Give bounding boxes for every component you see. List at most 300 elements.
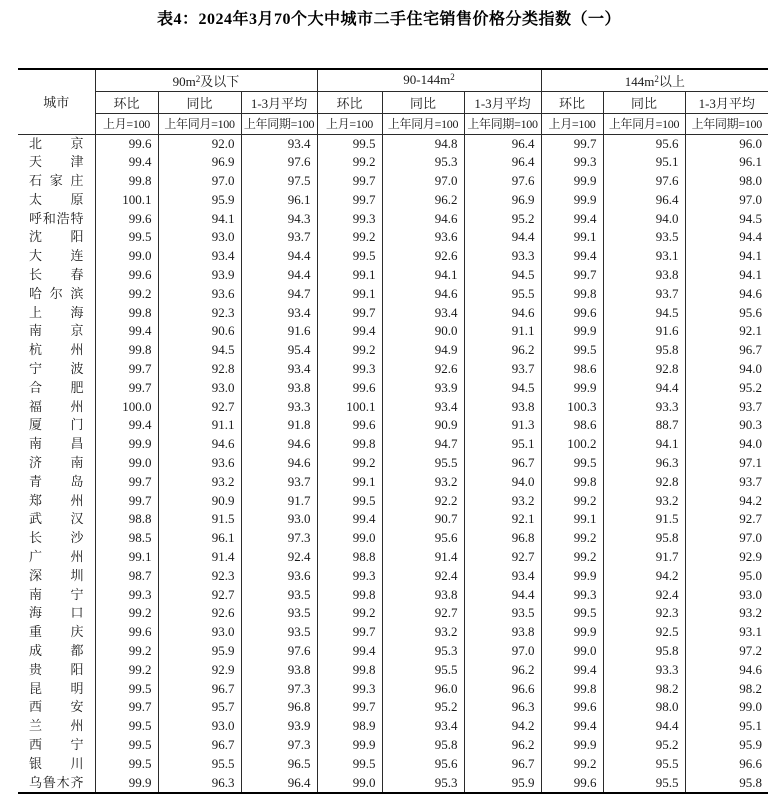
value-cell: 95.2	[382, 698, 464, 717]
value-cell: 93.8	[464, 398, 541, 417]
value-cell: 96.2	[464, 661, 541, 680]
value-cell: 99.5	[317, 755, 382, 774]
value-cell: 98.0	[603, 698, 685, 717]
value-cell: 91.6	[603, 322, 685, 341]
sub-header-yoy: 同比	[158, 91, 241, 113]
value-cell: 98.8	[317, 548, 382, 567]
value-cell: 99.8	[317, 586, 382, 605]
value-cell: 99.1	[541, 510, 603, 529]
value-cell: 99.2	[317, 454, 382, 473]
value-cell: 97.5	[241, 172, 317, 191]
value-cell: 96.6	[685, 755, 768, 774]
value-cell: 99.7	[317, 623, 382, 642]
value-cell: 99.8	[95, 341, 158, 360]
city-cell: 太原	[18, 191, 95, 210]
city-cell: 济南	[18, 454, 95, 473]
value-cell: 90.7	[382, 510, 464, 529]
value-cell: 95.8	[685, 774, 768, 794]
value-cell: 95.3	[382, 153, 464, 172]
value-cell: 96.9	[464, 191, 541, 210]
value-cell: 99.7	[317, 172, 382, 191]
value-cell: 96.4	[464, 153, 541, 172]
city-cell: 西宁	[18, 736, 95, 755]
value-cell: 92.4	[241, 548, 317, 567]
city-cell: 大连	[18, 247, 95, 266]
value-cell: 100.1	[95, 191, 158, 210]
value-cell: 96.4	[464, 134, 541, 153]
table-row	[18, 604, 768, 623]
value-cell: 94.4	[603, 717, 685, 736]
value-cell: 93.0	[158, 228, 241, 247]
value-cell: 99.5	[541, 341, 603, 360]
value-cell: 91.4	[158, 548, 241, 567]
table-row	[18, 379, 768, 398]
value-cell: 99.5	[541, 454, 603, 473]
table-row	[18, 680, 768, 699]
value-cell: 93.6	[158, 454, 241, 473]
value-cell: 94.1	[158, 210, 241, 229]
value-cell: 98.7	[95, 567, 158, 586]
value-cell: 93.7	[685, 473, 768, 492]
value-cell: 94.1	[685, 266, 768, 285]
value-cell: 96.4	[603, 191, 685, 210]
table-header	[18, 69, 768, 134]
value-cell: 99.7	[541, 266, 603, 285]
city-cell: 合肥	[18, 379, 95, 398]
base-header-same-period: 上年同期=100	[241, 113, 317, 134]
table-row	[18, 586, 768, 605]
value-cell: 92.4	[382, 567, 464, 586]
value-cell: 99.8	[95, 172, 158, 191]
table-row	[18, 304, 768, 323]
value-cell: 96.3	[464, 698, 541, 717]
value-cell: 99.6	[541, 698, 603, 717]
value-cell: 93.0	[685, 586, 768, 605]
value-cell: 99.8	[317, 661, 382, 680]
value-cell: 93.9	[241, 717, 317, 736]
value-cell: 99.1	[95, 548, 158, 567]
value-cell: 99.1	[317, 266, 382, 285]
value-cell: 97.0	[464, 642, 541, 661]
value-cell: 95.2	[603, 736, 685, 755]
city-cell: 天津	[18, 153, 95, 172]
value-cell: 99.9	[541, 623, 603, 642]
value-cell: 99.0	[685, 698, 768, 717]
table-row	[18, 548, 768, 567]
value-cell: 92.7	[382, 604, 464, 623]
city-cell: 厦门	[18, 416, 95, 435]
value-cell: 93.8	[464, 623, 541, 642]
base-header-prev-month: 上月=100	[95, 113, 158, 134]
value-cell: 99.9	[541, 322, 603, 341]
value-cell: 90.6	[158, 322, 241, 341]
value-cell: 91.8	[241, 416, 317, 435]
value-cell: 92.3	[158, 304, 241, 323]
base-header-prev-month: 上月=100	[541, 113, 603, 134]
value-cell: 99.2	[317, 341, 382, 360]
value-cell: 98.8	[95, 510, 158, 529]
base-header-same-month: 上年同月=100	[158, 113, 241, 134]
table-row	[18, 623, 768, 642]
value-cell: 93.8	[382, 586, 464, 605]
value-cell: 93.4	[382, 304, 464, 323]
value-cell: 94.4	[241, 247, 317, 266]
value-cell: 92.0	[158, 134, 241, 153]
value-cell: 92.7	[464, 548, 541, 567]
value-cell: 94.1	[685, 247, 768, 266]
value-cell: 99.7	[317, 191, 382, 210]
city-cell: 宁波	[18, 360, 95, 379]
value-cell: 91.1	[464, 322, 541, 341]
value-cell: 99.6	[317, 416, 382, 435]
value-cell: 95.5	[603, 774, 685, 794]
value-cell: 95.2	[685, 379, 768, 398]
value-cell: 99.1	[317, 285, 382, 304]
value-cell: 92.3	[603, 604, 685, 623]
table-row	[18, 191, 768, 210]
value-cell: 93.8	[603, 266, 685, 285]
value-cell: 99.5	[317, 134, 382, 153]
value-cell: 99.9	[541, 172, 603, 191]
city-cell: 南宁	[18, 586, 95, 605]
value-cell: 92.7	[158, 586, 241, 605]
value-cell: 94.1	[382, 266, 464, 285]
sub-header-yoy: 同比	[382, 91, 464, 113]
table-row	[18, 717, 768, 736]
value-cell: 99.2	[95, 604, 158, 623]
value-cell: 99.4	[541, 717, 603, 736]
city-cell: 银川	[18, 755, 95, 774]
value-cell: 95.9	[685, 736, 768, 755]
value-cell: 99.6	[95, 134, 158, 153]
city-cell: 武汉	[18, 510, 95, 529]
value-cell: 96.7	[685, 341, 768, 360]
value-cell: 99.4	[541, 661, 603, 680]
value-cell: 99.9	[541, 379, 603, 398]
value-cell: 93.0	[241, 510, 317, 529]
value-cell: 99.7	[317, 304, 382, 323]
value-cell: 99.9	[95, 435, 158, 454]
value-cell: 99.1	[541, 228, 603, 247]
value-cell: 90.9	[382, 416, 464, 435]
value-cell: 93.3	[464, 247, 541, 266]
group-header-row	[18, 69, 768, 91]
value-cell: 91.7	[241, 492, 317, 511]
value-cell: 99.2	[95, 661, 158, 680]
table-row	[18, 360, 768, 379]
value-cell: 99.2	[95, 642, 158, 661]
value-cell: 99.7	[95, 473, 158, 492]
value-cell: 96.7	[158, 736, 241, 755]
city-cell: 沈阳	[18, 228, 95, 247]
value-cell: 99.1	[317, 473, 382, 492]
city-cell: 石家庄	[18, 172, 95, 191]
value-cell: 94.4	[685, 228, 768, 247]
value-cell: 93.5	[603, 228, 685, 247]
base-header-same-month: 上年同月=100	[603, 113, 685, 134]
value-cell: 93.5	[241, 604, 317, 623]
value-cell: 94.3	[241, 210, 317, 229]
value-cell: 91.5	[603, 510, 685, 529]
value-cell: 92.1	[685, 322, 768, 341]
value-cell: 96.7	[158, 680, 241, 699]
table-row	[18, 172, 768, 191]
value-cell: 99.7	[95, 492, 158, 511]
city-cell: 贵阳	[18, 661, 95, 680]
value-cell: 92.8	[603, 360, 685, 379]
value-cell: 99.7	[541, 134, 603, 153]
value-cell: 95.2	[464, 210, 541, 229]
value-cell: 93.9	[382, 379, 464, 398]
value-cell: 94.4	[464, 228, 541, 247]
value-cell: 99.9	[541, 567, 603, 586]
base-header-same-period: 上年同期=100	[685, 113, 768, 134]
value-cell: 93.0	[158, 379, 241, 398]
city-cell: 上海	[18, 304, 95, 323]
sub-header-yoy: 同比	[603, 91, 685, 113]
value-cell: 97.0	[685, 191, 768, 210]
value-cell: 99.0	[541, 642, 603, 661]
value-cell: 95.4	[241, 341, 317, 360]
value-cell: 98.2	[603, 680, 685, 699]
value-cell: 94.2	[464, 717, 541, 736]
value-cell: 99.6	[95, 623, 158, 642]
table-row	[18, 416, 768, 435]
value-cell: 99.4	[317, 322, 382, 341]
value-cell: 99.9	[541, 191, 603, 210]
value-cell: 95.1	[603, 153, 685, 172]
value-cell: 95.5	[158, 755, 241, 774]
value-cell: 95.8	[382, 736, 464, 755]
value-cell: 91.4	[382, 548, 464, 567]
value-cell: 93.2	[685, 604, 768, 623]
sub-header-mom: 环比	[95, 91, 158, 113]
table-row	[18, 492, 768, 511]
value-cell: 93.4	[382, 398, 464, 417]
value-cell: 93.8	[241, 661, 317, 680]
value-cell: 95.5	[382, 454, 464, 473]
page-title: 表4：2024年3月70个大中城市二手住宅销售价格分类指数（一）	[156, 11, 621, 28]
value-cell: 99.7	[95, 379, 158, 398]
value-cell: 96.3	[603, 454, 685, 473]
value-cell: 94.7	[241, 285, 317, 304]
group-label-suffix: 以上	[658, 73, 685, 89]
sub-header-avg: 1-3月平均	[241, 91, 317, 113]
sub-header-avg: 1-3月平均	[685, 91, 768, 113]
value-cell: 93.7	[241, 473, 317, 492]
value-cell: 93.6	[158, 285, 241, 304]
value-cell: 93.2	[603, 492, 685, 511]
table-row	[18, 473, 768, 492]
value-cell: 94.0	[464, 473, 541, 492]
value-cell: 98.9	[317, 717, 382, 736]
sub-header-avg: 1-3月平均	[464, 91, 541, 113]
value-cell: 99.8	[541, 285, 603, 304]
value-cell: 99.2	[317, 604, 382, 623]
value-cell: 92.6	[382, 247, 464, 266]
value-cell: 88.7	[603, 416, 685, 435]
value-cell: 96.5	[241, 755, 317, 774]
value-cell: 96.2	[464, 341, 541, 360]
value-cell: 92.8	[603, 473, 685, 492]
city-cell: 南昌	[18, 435, 95, 454]
value-cell: 99.2	[95, 285, 158, 304]
value-cell: 92.9	[158, 661, 241, 680]
value-cell: 93.1	[603, 247, 685, 266]
value-cell: 93.5	[464, 604, 541, 623]
value-cell: 95.9	[464, 774, 541, 794]
value-cell: 99.0	[317, 529, 382, 548]
table-row	[18, 642, 768, 661]
value-cell: 93.8	[241, 379, 317, 398]
table-row	[18, 736, 768, 755]
value-cell: 96.2	[464, 736, 541, 755]
value-cell: 97.3	[241, 529, 317, 548]
value-cell: 99.7	[95, 698, 158, 717]
value-cell: 99.5	[95, 755, 158, 774]
value-cell: 96.4	[241, 774, 317, 794]
value-cell: 96.1	[241, 191, 317, 210]
city-column-header: 城市	[18, 69, 95, 134]
value-cell: 99.5	[95, 736, 158, 755]
value-cell: 93.2	[382, 623, 464, 642]
value-cell: 99.3	[541, 153, 603, 172]
value-cell: 92.6	[382, 360, 464, 379]
table-row	[18, 285, 768, 304]
value-cell: 97.0	[685, 529, 768, 548]
value-cell: 99.2	[541, 755, 603, 774]
table-row	[18, 398, 768, 417]
value-cell: 93.4	[158, 247, 241, 266]
value-cell: 99.5	[95, 717, 158, 736]
value-cell: 95.8	[603, 529, 685, 548]
value-cell: 93.4	[241, 360, 317, 379]
value-cell: 98.2	[685, 680, 768, 699]
value-cell: 99.8	[95, 304, 158, 323]
value-cell: 96.8	[241, 698, 317, 717]
value-cell: 99.3	[95, 586, 158, 605]
value-cell: 99.3	[541, 586, 603, 605]
value-cell: 93.3	[603, 661, 685, 680]
value-cell: 99.6	[317, 379, 382, 398]
value-cell: 92.3	[158, 567, 241, 586]
value-cell: 91.1	[158, 416, 241, 435]
value-cell: 95.9	[158, 642, 241, 661]
city-cell: 兰州	[18, 717, 95, 736]
value-cell: 92.7	[685, 510, 768, 529]
table-row	[18, 247, 768, 266]
value-cell: 90.3	[685, 416, 768, 435]
table-row	[18, 341, 768, 360]
value-cell: 91.7	[603, 548, 685, 567]
value-cell: 94.6	[158, 435, 241, 454]
value-cell: 94.7	[382, 435, 464, 454]
city-cell: 乌鲁木齐	[18, 774, 95, 794]
value-cell: 93.1	[685, 623, 768, 642]
base-header-row	[18, 113, 768, 134]
table-row	[18, 210, 768, 229]
value-cell: 97.1	[685, 454, 768, 473]
group-header-144-above	[541, 69, 768, 91]
value-cell: 96.0	[685, 134, 768, 153]
value-cell: 94.6	[241, 435, 317, 454]
value-cell: 94.6	[382, 210, 464, 229]
table-row	[18, 661, 768, 680]
value-cell: 96.1	[158, 529, 241, 548]
value-cell: 93.6	[241, 567, 317, 586]
city-cell: 郑州	[18, 492, 95, 511]
value-cell: 99.4	[95, 153, 158, 172]
sub-header-mom: 环比	[317, 91, 382, 113]
value-cell: 93.4	[241, 134, 317, 153]
value-cell: 99.9	[95, 774, 158, 794]
price-index-table	[18, 68, 768, 794]
table-row	[18, 567, 768, 586]
value-cell: 99.6	[541, 774, 603, 794]
table-row	[18, 266, 768, 285]
value-cell: 93.4	[241, 304, 317, 323]
value-cell: 99.6	[95, 210, 158, 229]
value-cell: 94.0	[685, 360, 768, 379]
base-header-same-period: 上年同期=100	[464, 113, 541, 134]
value-cell: 100.1	[317, 398, 382, 417]
value-cell: 94.6	[241, 454, 317, 473]
value-cell: 97.3	[241, 680, 317, 699]
value-cell: 99.4	[95, 416, 158, 435]
value-cell: 93.5	[241, 623, 317, 642]
value-cell: 96.0	[382, 680, 464, 699]
value-cell: 94.6	[685, 285, 768, 304]
value-cell: 93.0	[158, 623, 241, 642]
value-cell: 95.8	[603, 642, 685, 661]
value-cell: 96.7	[464, 755, 541, 774]
value-cell: 95.5	[382, 661, 464, 680]
value-cell: 99.6	[95, 266, 158, 285]
value-cell: 94.5	[158, 341, 241, 360]
city-cell: 呼和浩特	[18, 210, 95, 229]
value-cell: 93.4	[464, 567, 541, 586]
value-cell: 97.0	[158, 172, 241, 191]
value-cell: 96.6	[464, 680, 541, 699]
value-cell: 99.4	[95, 322, 158, 341]
value-cell: 94.0	[685, 435, 768, 454]
value-cell: 98.5	[95, 529, 158, 548]
value-cell: 94.5	[464, 266, 541, 285]
value-cell: 94.4	[603, 379, 685, 398]
value-cell: 94.5	[603, 304, 685, 323]
value-cell: 99.9	[541, 736, 603, 755]
value-cell: 99.6	[541, 304, 603, 323]
group-label: 90-144m	[403, 72, 451, 88]
value-cell: 96.3	[158, 774, 241, 794]
value-cell: 97.6	[241, 153, 317, 172]
value-cell: 97.6	[464, 172, 541, 191]
value-cell: 94.6	[464, 304, 541, 323]
value-cell: 95.5	[464, 285, 541, 304]
city-cell: 海口	[18, 604, 95, 623]
value-cell: 95.7	[158, 698, 241, 717]
value-cell: 90.0	[382, 322, 464, 341]
sup-2: 2	[654, 73, 659, 84]
value-cell: 92.4	[603, 586, 685, 605]
city-cell: 成都	[18, 642, 95, 661]
value-cell: 96.1	[685, 153, 768, 172]
city-cell: 哈尔滨	[18, 285, 95, 304]
value-cell: 91.3	[464, 416, 541, 435]
value-cell: 94.1	[603, 435, 685, 454]
value-cell: 93.7	[685, 398, 768, 417]
value-cell: 99.2	[317, 228, 382, 247]
